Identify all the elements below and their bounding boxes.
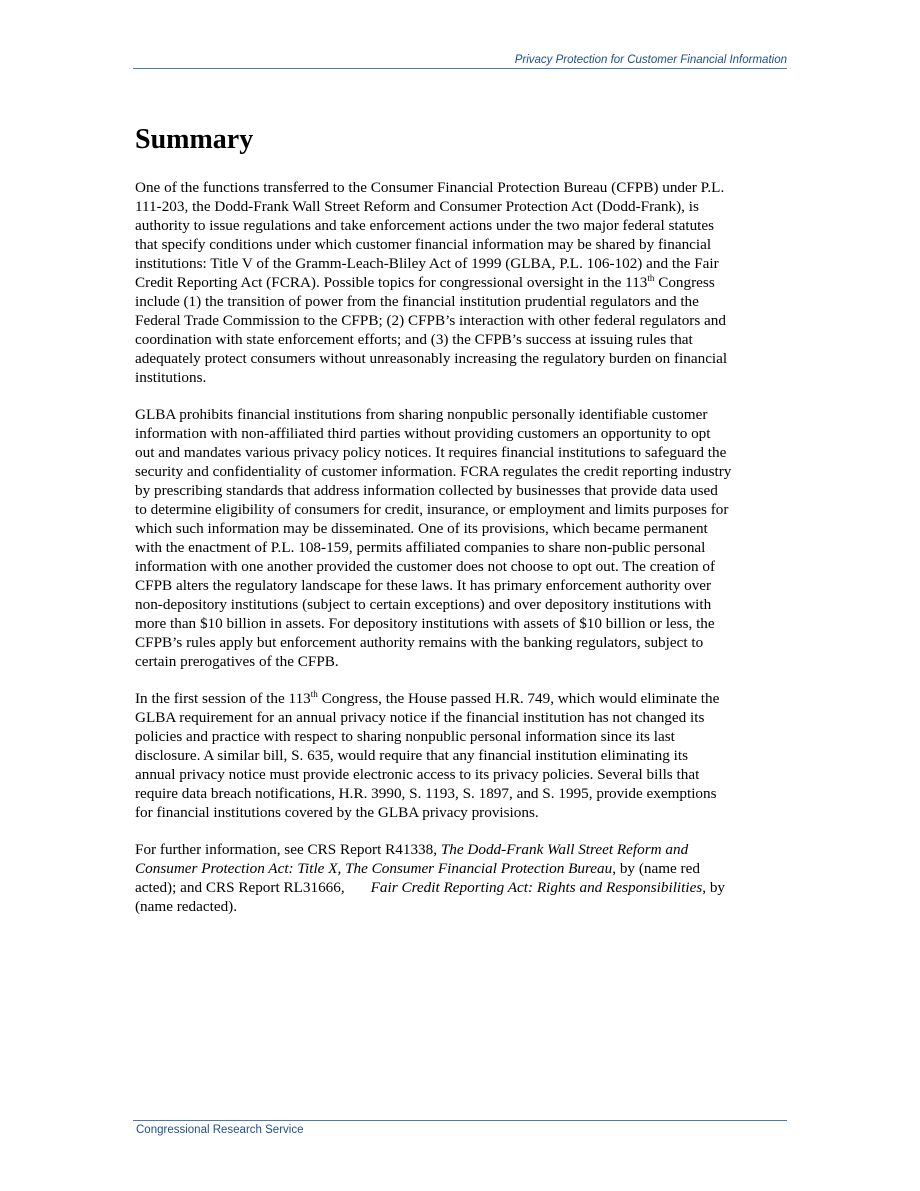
text-fragment: Credit Reporting Act (FCRA). Possible topics for congressional oversight in the 113: [135, 274, 648, 291]
text-line: include (1) the transition of power from the financial institution prudential regulators and the: [135, 293, 699, 310]
text-line: authority to issue regulations and take enforcement actions under the two major federal statutes: [135, 217, 715, 234]
paragraph-4: [135, 840, 788, 916]
text-fragment: , by (name red: [612, 860, 700, 877]
text-line: that specify conditions under which customer financial information may be shared by financial: [135, 236, 712, 253]
text-fragment: Congress, the House passed H.R. 749, which would eliminate the: [317, 690, 720, 707]
text-line: annual privacy notice must provide electronic access to its privacy policies. Several bills that: [135, 766, 700, 783]
text-line: GLBA prohibits financial institutions from sharing nonpublic personally identifiable customer: [135, 406, 708, 423]
text-line: certain prerogatives of the CFPB.: [135, 653, 339, 670]
text-line: GLBA requirement for an annual privacy notice if the financial institution has not changed its: [135, 709, 705, 726]
text-line: [135, 840, 788, 859]
text-line: which such information may be disseminated. One of its provisions, which became permanent: [135, 520, 708, 537]
text-line: (name redacted).: [135, 898, 238, 915]
running-header: Privacy Protection for Customer Financial Information: [514, 54, 787, 66]
text-line: institutions: Title V of the Gramm-Leach-Bliley Act of 1999 (GLBA, P.L. 106-102) and the Fair: [135, 255, 719, 272]
text-line: more than $10 billion in assets. For depository institutions with assets of $10 billion or less, the: [135, 615, 715, 632]
text-line: disclosure. A similar bill, S. 635, would require that any financial institution eliminating its: [135, 747, 689, 764]
text-fragment: For further information, see CRS Report R41338,: [135, 841, 441, 858]
text-line: coordination with state enforcement efforts; and (3) the CFPB’s success at issuing rules that: [135, 331, 693, 348]
paragraph-2: [135, 405, 788, 671]
report-title-italic: Fair Credit Reporting Act: Rights and Responsibilities: [370, 879, 703, 896]
text-fragment: In the first session of the 113: [135, 690, 311, 707]
text-line: One of the functions transferred to the Consumer Financial Protection Bureau (CFPB) under P.L.: [135, 179, 725, 196]
text-line: by prescribing standards that address information collected by businesses that provide data used: [135, 482, 718, 499]
paragraph-1: [135, 178, 788, 387]
header-rule: [133, 68, 787, 69]
text-line: information with non-affiliated third parties without providing customers an opportunity to opt: [135, 425, 711, 442]
paragraph-3: [135, 689, 788, 822]
text-line: non-depository institutions (subject to certain exceptions) and over depository institutions with: [135, 596, 712, 613]
text-line: for financial institutions covered by the GLBA privacy provisions.: [135, 804, 539, 821]
text-line: policies and practice with respect to sharing nonpublic personal information since its last: [135, 728, 675, 745]
text-line: adequately protect consumers without unreasonably increasing the regulatory burden on financial: [135, 350, 728, 367]
text-line: 111-203, the Dodd-Frank Wall Street Reform and Consumer Protection Act (Dodd-Frank), is: [135, 198, 699, 215]
summary-body: [135, 178, 788, 934]
report-title-italic: The Dodd-Frank Wall Street Reform and: [440, 841, 689, 858]
text-line: CFPB alters the regulatory landscape for these laws. It has primary enforcement authority over: [135, 577, 712, 594]
text-line: with the enactment of P.L. 108-159, permits affiliated companies to share non-public personal: [135, 539, 706, 556]
text-fragment: acted); and CRS Report RL31666,: [135, 879, 345, 896]
text-line: institutions.: [135, 369, 207, 386]
text-line: security and confidentiality of customer information. FCRA regulates the credit reporting industry: [135, 463, 732, 480]
text-line: [135, 878, 788, 897]
text-line: information with one another provided the customer does not choose to opt out. The creation of: [135, 558, 716, 575]
text-line: Federal Trade Commission to the CFPB; (2) CFPB’s interaction with other federal regulators and: [135, 312, 726, 329]
text-line: [135, 859, 788, 878]
footer-rule: [133, 1120, 787, 1121]
text-line: to determine eligibility of consumers for credit, insurance, or employment and limits purposes for: [135, 501, 729, 518]
text-line: require data breach notifications, H.R. 3990, S. 1193, S. 1897, and S. 1995, provide exemptions: [135, 785, 717, 802]
footer-publisher: Congressional Research Service: [136, 1124, 304, 1136]
text-line: [135, 689, 788, 708]
text-line: [135, 273, 788, 292]
section-heading: Summary: [135, 124, 254, 155]
report-title-italic: Consumer Protection Act: Title X, The Consumer Financial Protection Bureau: [135, 860, 613, 877]
text-line: CFPB’s rules apply but enforcement authority remains with the banking regulators, subject to: [135, 634, 704, 651]
text-fragment: Congress: [654, 274, 715, 291]
text-fragment: , by: [702, 879, 726, 896]
superscript: th: [310, 689, 318, 699]
superscript: th: [647, 273, 655, 283]
text-line: out and mandates various privacy policy notices. It requires financial institutions to safeguard the: [135, 444, 727, 461]
